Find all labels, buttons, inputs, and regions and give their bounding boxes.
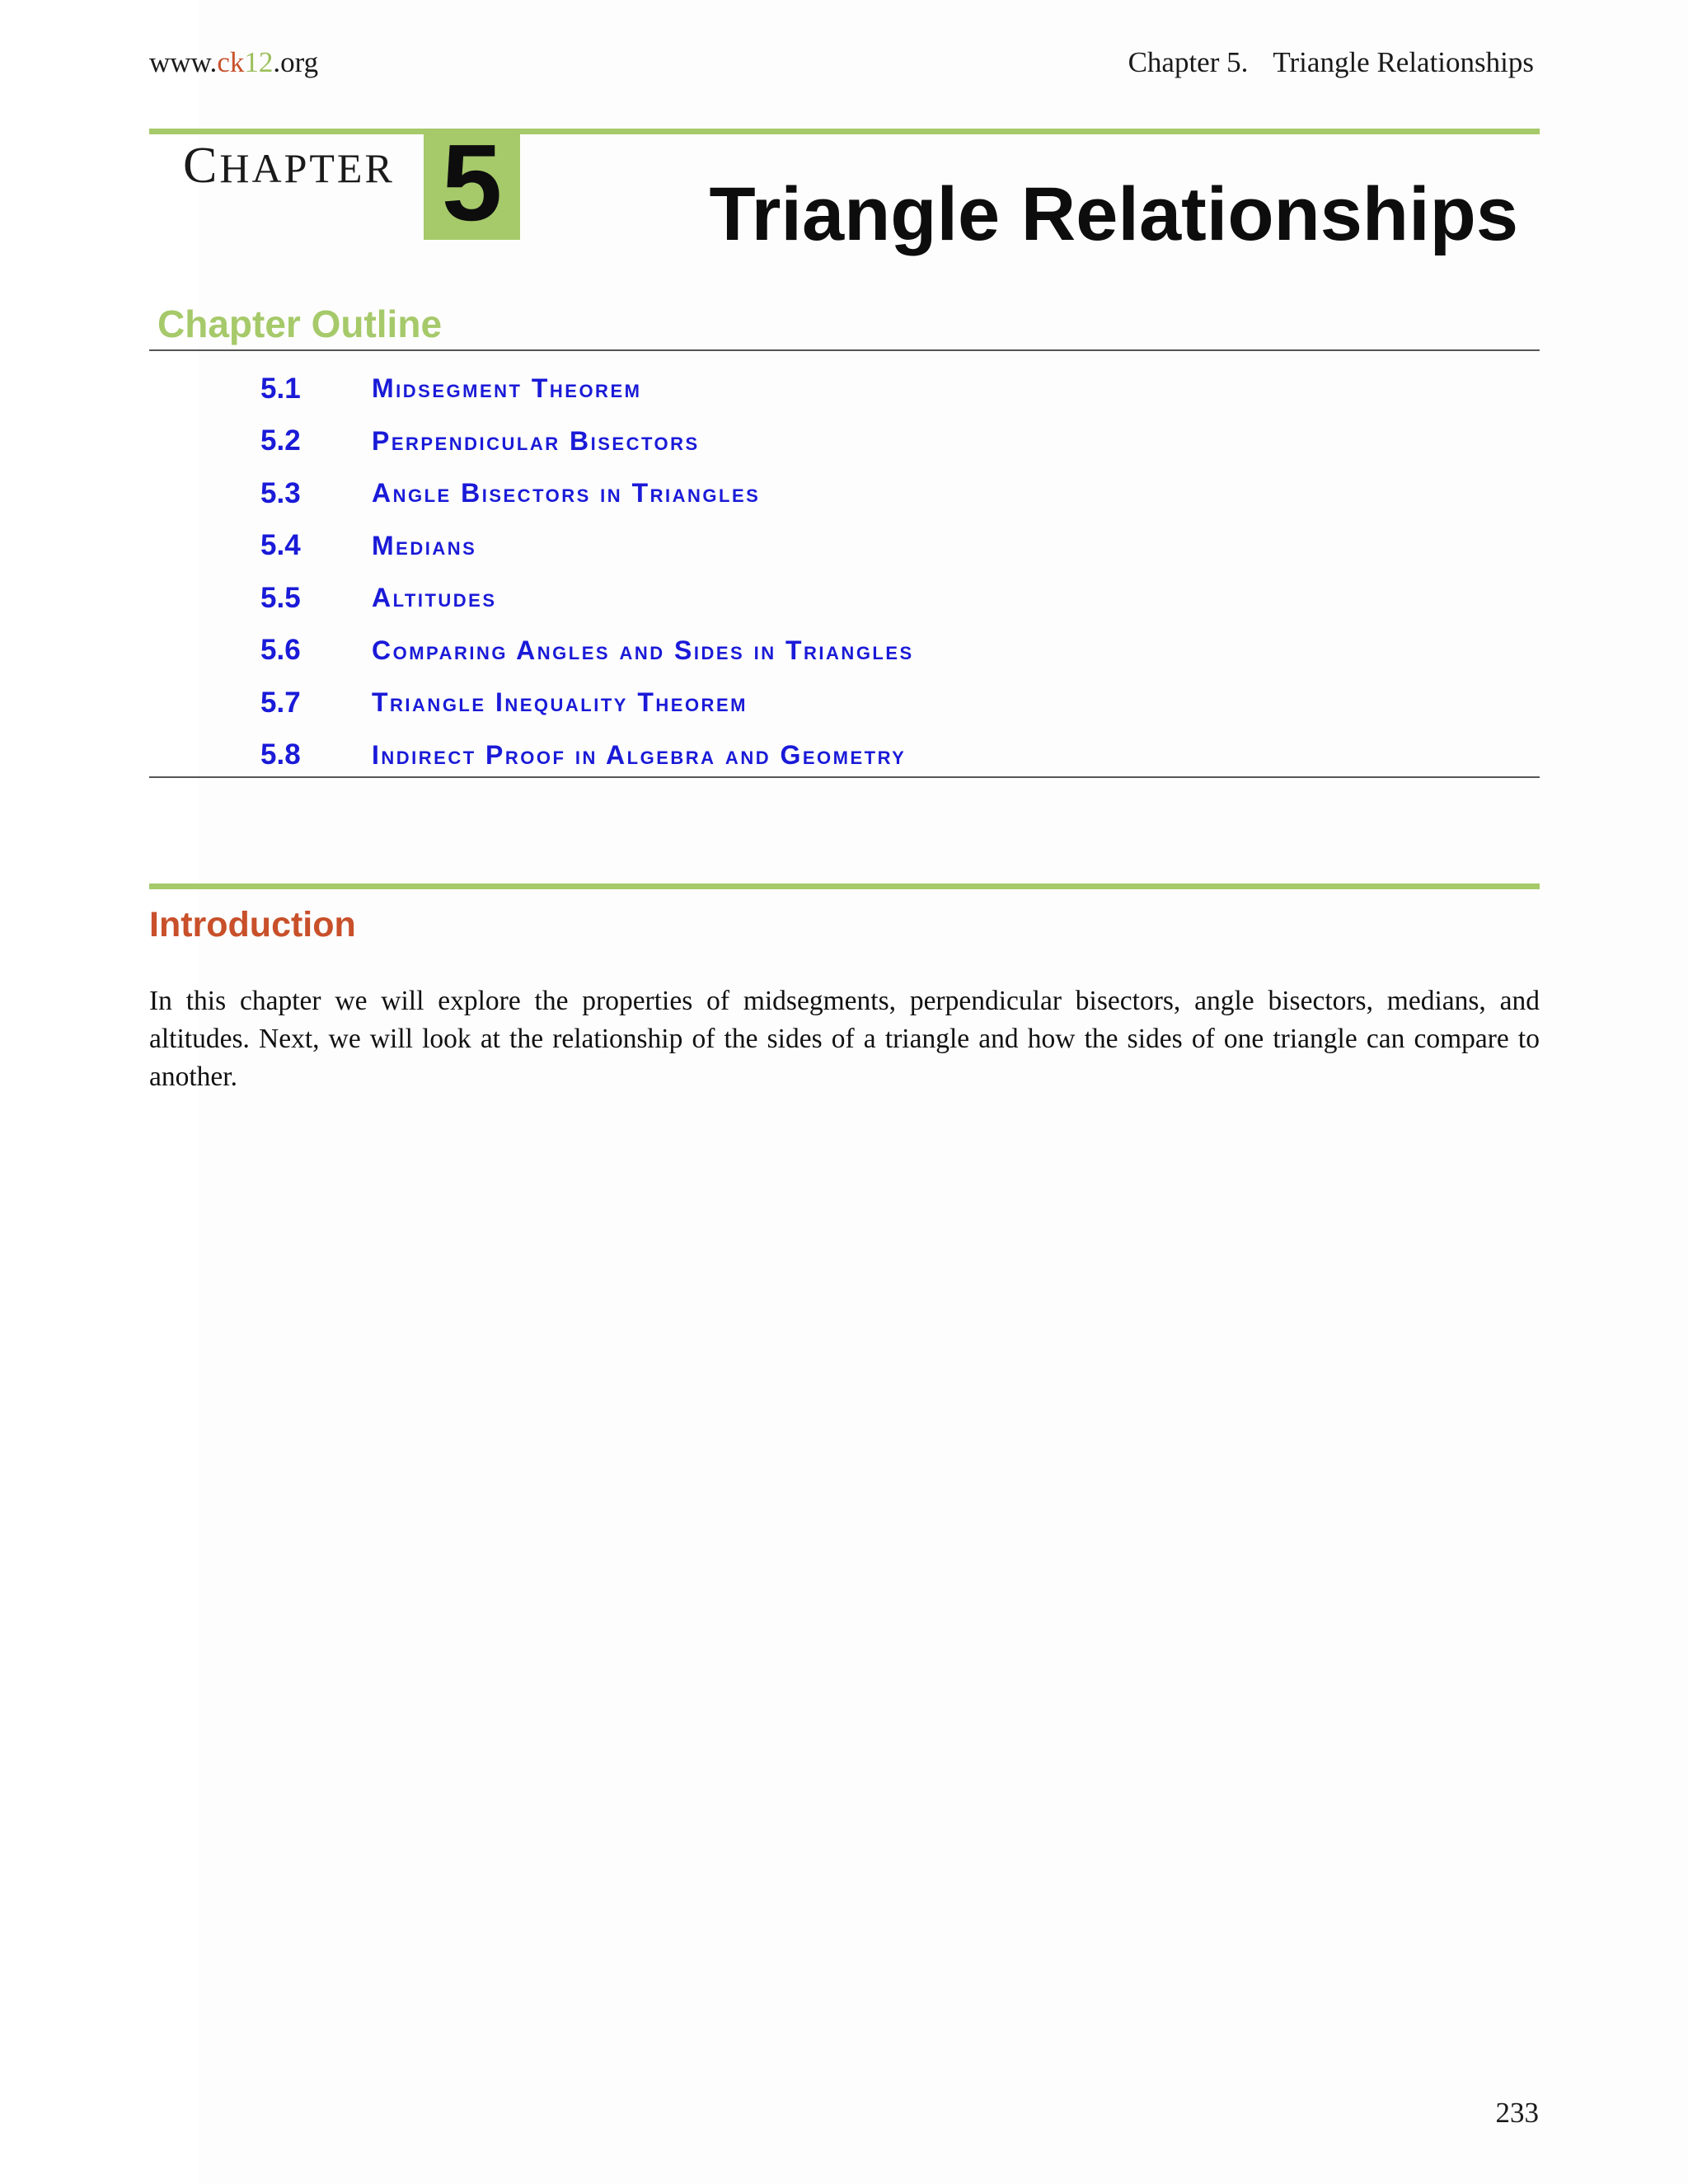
introduction-heading: Introduction bbox=[149, 905, 356, 944]
introduction-rule bbox=[149, 883, 1540, 889]
outline-item-title: Midsegment Theorem bbox=[372, 373, 642, 404]
outline-link-5-2[interactable] bbox=[260, 415, 914, 468]
outline-link-5-5[interactable] bbox=[260, 572, 914, 625]
outline-rule-bottom bbox=[149, 776, 1540, 778]
outline-link-5-4[interactable] bbox=[260, 520, 914, 573]
outline-item-number: 5.8 bbox=[260, 738, 301, 771]
outline-item-title: Triangle Inequality Theorem bbox=[372, 687, 748, 718]
outline-item-title: Indirect Proof in Algebra and Geometry bbox=[372, 739, 907, 770]
outline-item-title: Perpendicular Bisectors bbox=[372, 425, 700, 456]
outline-item-number: 5.2 bbox=[260, 424, 301, 457]
outline-link-5-6[interactable] bbox=[260, 625, 914, 677]
outline-link-5-3[interactable] bbox=[260, 467, 914, 520]
outline-item-title: Angle Bisectors in Triangles bbox=[372, 478, 761, 509]
chapter-rule bbox=[149, 129, 1540, 134]
outline-link-5-1[interactable] bbox=[260, 363, 914, 415]
outline-item-title: Medians bbox=[372, 530, 477, 560]
outline-heading: Chapter Outline bbox=[157, 302, 443, 345]
chapter-number: 5 bbox=[441, 122, 503, 243]
chapter-outline bbox=[260, 363, 914, 781]
chapter-label: CHAPTER bbox=[183, 138, 395, 194]
outline-item-title: Comparing Angles and Sides in Triangles bbox=[372, 635, 914, 665]
outline-link-5-8[interactable] bbox=[260, 729, 914, 782]
outline-rule-top bbox=[149, 349, 1540, 351]
site-url: www.ck12.org bbox=[149, 46, 319, 78]
outline-item-number: 5.5 bbox=[260, 581, 301, 614]
chapter-number-badge bbox=[424, 122, 520, 243]
outline-item-title: Altitudes bbox=[372, 583, 497, 613]
outline-item-number: 5.7 bbox=[260, 686, 301, 719]
running-header bbox=[149, 46, 1539, 87]
outline-link-5-7[interactable] bbox=[260, 677, 914, 729]
outline-item-number: 5.3 bbox=[260, 476, 301, 509]
chapter-title: Triangle Relationships bbox=[709, 172, 1518, 256]
outline-item-number: 5.1 bbox=[260, 372, 301, 405]
introduction-paragraph: In this chapter we will explore the properties of midsegments, perpendicular bisectors, angle bisectors, medians, and altitudes. Next, we will look at the relationship of the sides of a triangle and how the sides of one triangle can compare to another. bbox=[149, 986, 1540, 1092]
outline-item-number: 5.6 bbox=[260, 634, 301, 667]
outline-item-number: 5.4 bbox=[260, 529, 301, 562]
running-header-chapter: Chapter 5. Triangle Relationships bbox=[1128, 46, 1534, 78]
page-number: 233 bbox=[1495, 2097, 1539, 2129]
